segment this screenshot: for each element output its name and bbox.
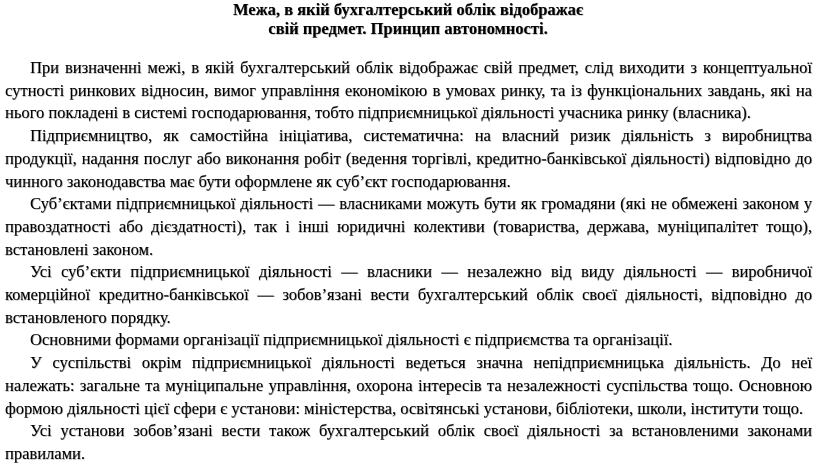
title-line-1: Межа, в якій бухгалтерський облік відображає xyxy=(232,0,584,19)
paragraph: При визначенні межі, в якій бухгалтерський облік відображає свій предмет, слід виходити з концептуальної сутності ринкових відносин, вимог управління економікою в умовах ринку, та із функціональних завдань, які на нього покладені в системі господарювання, тобто підприємницької діяльності учасника ринку (власника). xyxy=(5,58,812,123)
paragraph: Підприємництво, як самостійна ініціатива, систематична: на власний ризик діяльність з виробництва продукції, надання послуг або виконання робіт (ведення торгівлі, кредитно-банківської діяльності) відповідно до чинного законодавства має бути оформлене як суб’єкт господарювання. xyxy=(5,126,812,191)
document-title xyxy=(0,0,816,38)
title-line-2: свій предмет. Принцип автономності. xyxy=(268,19,548,38)
paragraph: Усі установи зобов’язані вести також бухгалтерський облік своєї діяльності за встановленими законами правилами. xyxy=(5,421,812,463)
paragraph: Усі суб’єкти підприємницької діяльності — власники — незалежно від виду діяльності — виробничої комерційної кредитно-банківської — зобов’язані вести бухгалтерський облік своєї діяльності, відповідно до встановленого порядку. xyxy=(5,262,812,327)
paragraph: Суб’єктами підприємницької діяльності — власниками можуть бути як громадяни (які не обмежені законом у правоздатності або дієздатності), так і інші юридичні колективи (товариства, держава, муніципалітет тощо), встановлені законом. xyxy=(5,194,812,259)
paragraph: Основними формами організації підприємницької діяльності є підприємства та організації. xyxy=(30,330,673,350)
paragraph: У суспільстві окрім підприємницької діяльності ведеться значна непідприємницька діяльність. До неї належать: загальне та муніципальне управління, охорона інтересів та незалежності суспільства тощо. Основною формою діяльності цієї сфери є установи: міністерства, освітянські установи, бібліотеки, школи, інститути тощо. xyxy=(5,353,812,418)
document-body xyxy=(5,57,812,466)
